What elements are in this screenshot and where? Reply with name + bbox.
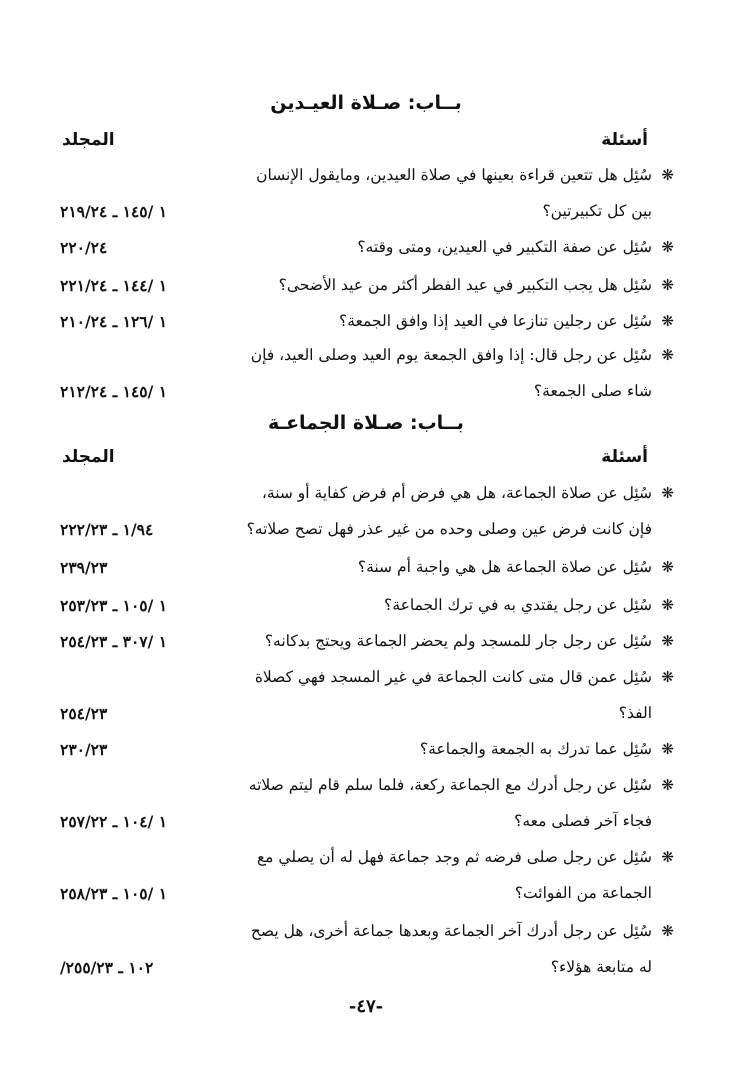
bullet-icon: ❋: [661, 276, 674, 294]
question-text: سُئِل عن رجل يقتدي به في ترك الجماعة؟: [384, 596, 652, 614]
question-text: سُئِل عن صلاة الجماعة، هل هي فرض أم فرض كفاية أو سنة،: [261, 484, 652, 502]
volume-reference: ١ /١٤٥ ـ ٢١٢/٢٤: [60, 382, 168, 401]
volume-reference: ١ /١٤٤ ـ ٢٢١/٢٤: [60, 276, 168, 295]
question-text: الجماعة من الفوائت؟: [514, 884, 652, 902]
question-text: له متابعة هؤلاء؟: [550, 958, 652, 976]
volume-reference: ٢٣٩/٢٣: [60, 558, 108, 577]
question-text: سُئِل عما تدرك به الجمعة والجماعة؟: [419, 740, 652, 758]
bullet-icon: ❋: [661, 484, 674, 502]
question-text: سُئِل عن رجل أدرك آخر الجماعة وبعدها جماعة أخرى، هل يصح: [250, 922, 652, 940]
volume-reference: ٢٢٠/٢٤: [60, 238, 108, 257]
question-text: بين كل تكبيرتين؟: [542, 202, 652, 220]
question-text: سُئِل عن رجل قال: إذا وافق الجمعة يوم العيد وصلى العيد، فإن: [250, 346, 652, 364]
volume-reference: ٢٥٤/٢٣: [60, 704, 108, 723]
question-text: شاء صلى الجمعة؟: [533, 382, 652, 400]
bullet-icon: ❋: [661, 668, 674, 686]
bullet-icon: ❋: [661, 596, 674, 614]
bullet-icon: ❋: [661, 312, 674, 330]
question-text: سُئِل هل يجب التكبير في عيد الفطر أكثر من عيد الأضحى؟: [278, 276, 652, 294]
bullet-icon: ❋: [661, 922, 674, 940]
question-text: الفذ؟: [618, 704, 652, 722]
bullet-icon: ❋: [661, 776, 674, 794]
volume-reference: ١ /١٤٥ ـ ٢١٩/٢٤: [60, 202, 168, 221]
section-title-eid-prayer: بــاب: صـلاة العيـدين: [270, 92, 462, 114]
volume-reference: ١ /١٢٦ ـ ٢١٠/٢٤: [60, 312, 168, 331]
bullet-icon: ❋: [661, 166, 674, 184]
question-text: سُئِل عن صلاة الجماعة هل هي واجبة أم سنة؟: [357, 558, 652, 576]
bullet-icon: ❋: [661, 558, 674, 576]
bullet-icon: ❋: [661, 346, 674, 364]
question-text: سُئِل عن رجل جار للمسجد ولم يحضر الجماعة ويحتج بدكانه؟: [264, 632, 652, 650]
page-number: -٤٧-: [348, 996, 384, 1017]
questions-header: أسئلة: [601, 447, 648, 467]
volume-reference: ١ /١٠٥ ـ ٢٥٨/٢٣: [60, 884, 168, 903]
question-text: سُئِل عن رجل صلى فرضه ثم وجد جماعة فهل له أن يصلي مع: [256, 848, 652, 866]
question-text: فإن كانت فرض عين وصلى وحده من غير عذر فهل تصح صلاته؟: [246, 520, 652, 538]
volume-header: المجلد: [62, 130, 115, 150]
volume-reference: ١/٩٤ ـ ٢٢٢/٢٣: [60, 520, 154, 539]
volume-reference: ١ /١٠٥ ـ ٢٥٣/٢٣: [60, 596, 168, 615]
bullet-icon: ❋: [661, 848, 674, 866]
question-text: سُئِل هل تتعين قراءة بعينها في صلاة العيدين، ومايقول الإنسان: [256, 166, 652, 184]
volume-reference: ١ /١٠٤ ـ ٢٥٧/٢٢: [60, 812, 168, 831]
volume-header: المجلد: [62, 447, 115, 467]
volume-reference: ١ /٣٠٧ ـ ٢٥٤/٢٣: [60, 632, 168, 651]
bullet-icon: ❋: [661, 238, 674, 256]
volume-reference: /١٠٢ ـ ٢٥٥/٢٣: [60, 958, 154, 977]
section-title-congregational-prayer: بــاب: صـلاة الجماعـة: [268, 412, 464, 434]
bullet-icon: ❋: [661, 632, 674, 650]
bullet-icon: ❋: [661, 740, 674, 758]
question-text: سُئِل عن رجلين تنازعا في العيد إذا وافق الجمعة؟: [338, 312, 652, 330]
questions-header: أسئلة: [601, 130, 648, 150]
question-text: سُئِل عن صفة التكبير في العيدين، ومتى وقته؟: [357, 238, 652, 256]
question-text: سُئِل عن رجل أدرك مع الجماعة ركعة، فلما سلم قام ليتم صلاته: [248, 776, 652, 794]
question-text: سُئِل عمن قال متى كانت الجماعة في غير المسجد فهي كصلاة: [254, 668, 652, 686]
question-text: فجاء آخر فصلى معه؟: [514, 812, 652, 830]
volume-reference: ٢٣٠/٢٣: [60, 740, 108, 759]
